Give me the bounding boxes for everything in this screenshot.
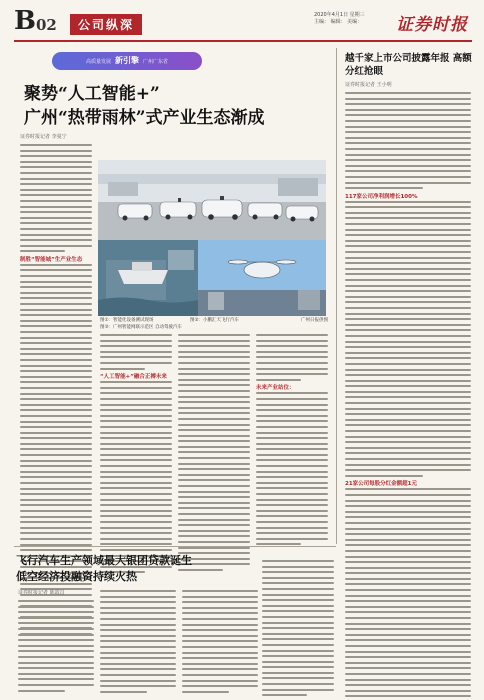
main-headline-line2: 广州“热带雨林”式产业生态渐成 (24, 108, 265, 128)
bottom-byline: 证券时报记者 陈霞昌 (18, 590, 65, 596)
photo-caption-3: 图③：广州智能网联示范区 自动驾驶汽车 (100, 325, 182, 330)
photo-caption-2: 图②：小鹏汇天飞行汽车 (190, 318, 240, 323)
page-header (14, 6, 472, 44)
topic-banner (52, 52, 202, 70)
banner-right-label: 广州广东省 (143, 59, 169, 65)
main-article-col4 (256, 334, 328, 549)
photo-autonomous-cars (98, 160, 326, 240)
main-subhead-3: 未来产业站位： (256, 385, 295, 392)
main-headline (24, 82, 324, 130)
section-number: 02 (36, 16, 57, 34)
bottom-headline-line1: 飞行汽车生产领域最大银团贷款诞生 (16, 554, 192, 567)
column-separator (336, 48, 337, 544)
photo-caption-1: 图①：智能化设备测试现场 (100, 318, 154, 323)
bottom-article-col1 (18, 590, 94, 695)
right-subhead-1: 117家公司净利润增长100% (345, 193, 418, 200)
bottom-headline-line2: 低空经济投融资持续火热 (16, 570, 137, 583)
right-subhead-2: 21家公司每股分红金额超1元 (345, 481, 417, 488)
main-article-col3 (178, 334, 250, 575)
photo-flying-car (198, 240, 326, 316)
header-meta (314, 12, 404, 26)
main-article-col2 (100, 334, 172, 577)
right-article-body (345, 82, 471, 700)
right-headline: 越千家上市公司披露年报 高额分红抢眼 (345, 53, 472, 77)
photo-row-bottom (98, 240, 326, 316)
bottom-article-col2 (100, 590, 176, 696)
banner-left-label: 高质量发展 (85, 59, 111, 65)
bottom-article-col3 (182, 590, 258, 696)
bottom-headline (16, 553, 246, 585)
bottom-article-col4 (262, 560, 334, 700)
cars-illustration (98, 160, 326, 240)
main-subhead-1: 制胜“智能城”生产业生态 (20, 256, 83, 263)
main-subhead-2: “人工智能+”融合正搏未来 (100, 374, 167, 381)
section-letter: B (14, 6, 36, 36)
main-byline: 证券时报记者 李曼宁 (20, 134, 67, 140)
header-editors: 主编： 编辑： 美编： (314, 19, 363, 25)
header-date: 2020年4月1日 星期三 (314, 12, 365, 18)
bottom-separator (14, 546, 336, 547)
right-byline: 证券时报记者 王小明 (345, 82, 392, 88)
banner-main: 新引擎 (115, 56, 139, 65)
newspaper-logo: 证券时报 (396, 15, 468, 35)
main-headline-line1: 聚势“人工智能+” (24, 84, 160, 104)
header-rule (14, 40, 472, 42)
section-name: 公司纵深 (70, 14, 142, 35)
photo-credit: 广州日报供图 (301, 318, 328, 323)
photo-boat-sea (98, 240, 198, 316)
